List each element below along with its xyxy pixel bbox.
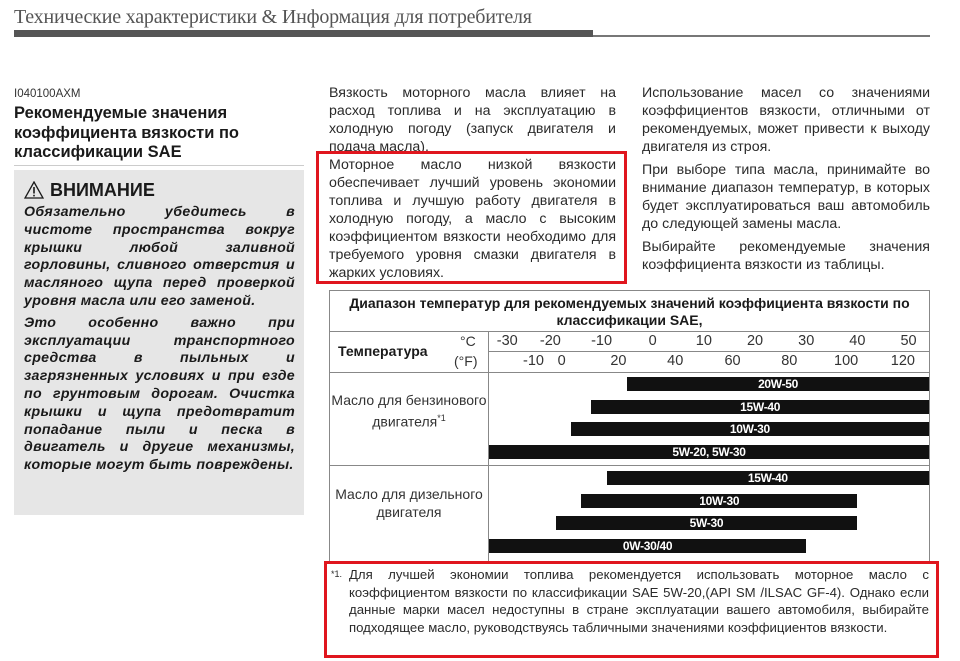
section-divider	[14, 165, 304, 166]
section-code: I040100AXM	[14, 88, 81, 100]
right-paragraph: При выборе типа масла, принимайте во внимание диапазон температур, в которых будет эксплуатироваться ваш автомобиль до следующей замены масла.	[642, 162, 930, 232]
highlight-paragraph: Моторное масло низкой вязкости обеспечивает лучший уровень экономии топлива и лучшую работу двигателя в холодную погоду, а масло с высоким коэффициентом вязкости необходимо для требуемого уровня смазки двигателя в жарких условиях.	[329, 157, 616, 281]
celsius-tick-label: 10	[695, 333, 712, 349]
diesel-row-label	[330, 485, 488, 521]
celsius-tick-label: -20	[539, 333, 561, 349]
table-divider	[330, 331, 929, 332]
viscosity-bar: 20W-50	[627, 377, 929, 391]
celsius-tick-label: 40	[849, 333, 866, 349]
warning-heading	[24, 178, 295, 202]
fahrenheit-tick-label: 100	[834, 353, 859, 369]
viscosity-bar: 0W-30/40	[489, 539, 806, 553]
table-divider	[330, 372, 929, 373]
header-rule-thick	[14, 30, 593, 37]
celsius-tick-label: -10	[591, 333, 613, 349]
viscosity-chart-table	[329, 290, 930, 562]
warning-heading-text: ВНИМАНИЕ	[50, 179, 155, 200]
celsius-tick-label: 50	[900, 333, 917, 349]
section-title: Рекомендуемые значения коэффициента вязкости по классификации SAE	[14, 104, 239, 161]
chart-title: Диапазон температур для рекомендуемых значений коэффициента вязкости по классификации SAE,	[349, 295, 910, 328]
warning-box	[14, 170, 304, 515]
gasoline-label-text: Масло для бензинового двигателя	[331, 392, 487, 430]
fahrenheit-tick-label: 120	[890, 353, 916, 369]
celsius-tick-label: 0	[648, 333, 657, 349]
footnote	[331, 566, 929, 636]
fahrenheit-unit: (°F)	[454, 353, 478, 369]
celsius-tick-label: 30	[798, 333, 815, 349]
intro-paragraph: Вязкость моторного масла влияет на расход топлива и на эксплуатацию в холодную погоду (запуск двигателя и подача масла).	[329, 85, 616, 155]
fahrenheit-tick-label: 20	[610, 353, 627, 369]
fahrenheit-tick-label: 60	[724, 353, 741, 369]
viscosity-bar: 5W-30	[556, 516, 858, 530]
warning-paragraph: Обязательно убедитесь в чистоте пространства вокруг крышки любой заливной горловины, сливного отверстия и масляного щупа перед проверкой уровня масла или его заменой.	[24, 204, 295, 309]
table-divider	[330, 465, 929, 466]
header-rule-thin	[593, 35, 930, 37]
temperature-label: Температура	[338, 343, 428, 359]
fahrenheit-tick-label: 0	[557, 353, 566, 369]
footnote-text: Для лучшей экономии топлива рекомендуется использовать моторное масло с коэффициентом вязкости по классификации SAE 5W-20,(API SM /ILSAC GF-4). Однако если данные марки масел недоступны в стране эксплуатации вашего автомобиля, выбирайте подходящее масло, руководствуясь табличными значениями коэффициентов вязкости.	[349, 567, 929, 635]
celsius-unit: °C	[460, 333, 476, 349]
diesel-label-text: Масло для дизельного двигателя	[335, 486, 483, 520]
viscosity-bar: 10W-30	[571, 422, 929, 436]
fahrenheit-tick-label: -10	[523, 353, 544, 369]
right-paragraph: Выбирайте рекомендуемые значения коэффициента вязкости из таблицы.	[642, 239, 930, 273]
viscosity-bar: 15W-40	[591, 400, 929, 414]
viscosity-bar: 5W-20, 5W-30	[489, 445, 929, 459]
right-column	[642, 84, 930, 279]
viscosity-bar: 10W-30	[581, 494, 857, 508]
warning-paragraph: Это особенно важно при эксплуатации транспортного средства в пыльных и загрязненных условиях и при езде по грунтовым дорогам. Очистка крышки и щупа предотвратит попадание пыли и песка в двигатель и другие механизмы, которые могут быть повреждены.	[24, 314, 295, 474]
celsius-tick-label: -30	[496, 333, 518, 349]
viscosity-bar: 15W-40	[607, 471, 929, 485]
warning-triangle-icon	[24, 181, 44, 199]
fahrenheit-tick-label: 40	[667, 353, 684, 369]
footnote-mark: *1.	[331, 569, 343, 579]
fahrenheit-tick-label: 80	[781, 353, 798, 369]
right-paragraph: Использование масел со значениями коэффициентов вязкости, отличными от рекомендуемых, может привести к выходу двигателя из строя.	[642, 85, 930, 155]
gasoline-row-label	[330, 391, 488, 431]
table-divider	[488, 351, 929, 352]
celsius-tick-label: 20	[746, 333, 764, 349]
page-header-title: Технические характеристики & Информация для потребителя	[14, 6, 532, 28]
footnote-marker: *1	[437, 413, 446, 423]
